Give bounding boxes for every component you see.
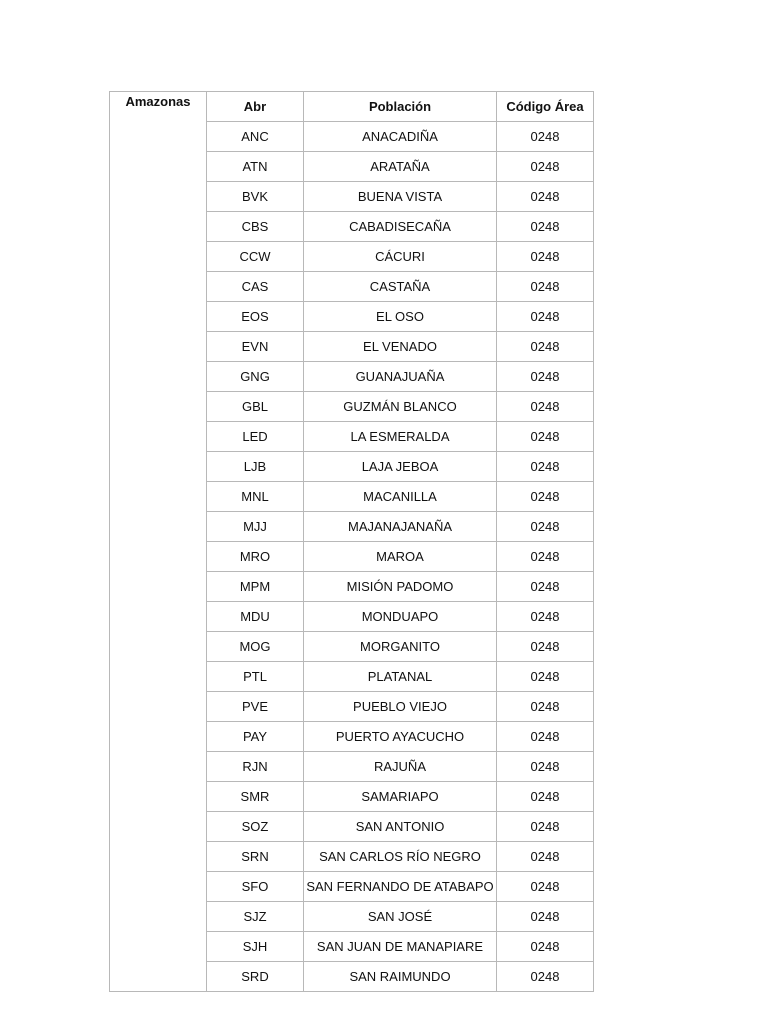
cell-abr: SMR [207,782,304,812]
cell-abr: CAS [207,272,304,302]
cell-abr: MDU [207,602,304,632]
cell-codigo-area: 0248 [497,302,594,332]
cell-poblacion: MORGANITO [304,632,497,662]
cell-abr: MPM [207,572,304,602]
cell-codigo-area: 0248 [497,572,594,602]
cell-abr: MRO [207,542,304,572]
cell-abr: CCW [207,242,304,272]
cell-abr: PAY [207,722,304,752]
cell-codigo-area: 0248 [497,872,594,902]
cell-abr: MJJ [207,512,304,542]
cell-abr: ANC [207,122,304,152]
cell-poblacion: MAROA [304,542,497,572]
cell-poblacion: ANACADIÑA [304,122,497,152]
cell-poblacion: MONDUAPO [304,602,497,632]
state-name-cell: Amazonas [110,92,207,992]
header-codigo-area: Código Área [497,92,594,122]
cell-poblacion: EL VENADO [304,332,497,362]
cell-poblacion: SAN JOSÉ [304,902,497,932]
cell-abr: EVN [207,332,304,362]
cell-codigo-area: 0248 [497,122,594,152]
cell-codigo-area: 0248 [497,692,594,722]
cell-poblacion: MACANILLA [304,482,497,512]
cell-codigo-area: 0248 [497,482,594,512]
cell-poblacion: MISIÓN PADOMO [304,572,497,602]
table-header-row [110,92,594,122]
cell-poblacion: SAN FERNANDO DE ATABAPO [304,872,497,902]
cell-poblacion: PLATANAL [304,662,497,692]
cell-poblacion: MAJANAJANAÑA [304,512,497,542]
cell-codigo-area: 0248 [497,782,594,812]
cell-codigo-area: 0248 [497,842,594,872]
cell-poblacion: CABADISECAÑA [304,212,497,242]
cell-poblacion: GUANAJUAÑA [304,362,497,392]
cell-abr: CBS [207,212,304,242]
cell-codigo-area: 0248 [497,452,594,482]
cell-abr: MNL [207,482,304,512]
cell-poblacion: SAN ANTONIO [304,812,497,842]
cell-abr: PVE [207,692,304,722]
cell-codigo-area: 0248 [497,602,594,632]
cell-abr: SJH [207,932,304,962]
cell-codigo-area: 0248 [497,722,594,752]
cell-abr: SRN [207,842,304,872]
cell-poblacion: ARATAÑA [304,152,497,182]
cell-abr: BVK [207,182,304,212]
cell-abr: SOZ [207,812,304,842]
cell-abr: LJB [207,452,304,482]
cell-codigo-area: 0248 [497,332,594,362]
cell-codigo-area: 0248 [497,392,594,422]
cell-poblacion: SAMARIAPO [304,782,497,812]
cell-abr: MOG [207,632,304,662]
cell-codigo-area: 0248 [497,272,594,302]
cell-abr: SFO [207,872,304,902]
cell-abr: LED [207,422,304,452]
cell-poblacion: SAN CARLOS RÍO NEGRO [304,842,497,872]
cell-abr: GBL [207,392,304,422]
cell-poblacion: PUERTO AYACUCHO [304,722,497,752]
cell-codigo-area: 0248 [497,362,594,392]
cell-abr: RJN [207,752,304,782]
header-abr: Abr [207,92,304,122]
cell-poblacion: PUEBLO VIEJO [304,692,497,722]
cell-abr: SJZ [207,902,304,932]
cell-codigo-area: 0248 [497,212,594,242]
cell-poblacion: SAN JUAN DE MANAPIARE [304,932,497,962]
cell-abr: PTL [207,662,304,692]
cell-poblacion: RAJUÑA [304,752,497,782]
cell-poblacion: BUENA VISTA [304,182,497,212]
cell-abr: ATN [207,152,304,182]
cell-poblacion: LAJA JEBOA [304,452,497,482]
cell-codigo-area: 0248 [497,662,594,692]
cell-poblacion: LA ESMERALDA [304,422,497,452]
area-code-table [109,91,594,992]
cell-codigo-area: 0248 [497,422,594,452]
cell-codigo-area: 0248 [497,962,594,992]
cell-codigo-area: 0248 [497,152,594,182]
cell-codigo-area: 0248 [497,632,594,662]
cell-abr: EOS [207,302,304,332]
cell-codigo-area: 0248 [497,242,594,272]
cell-codigo-area: 0248 [497,812,594,842]
cell-abr: SRD [207,962,304,992]
cell-abr: GNG [207,362,304,392]
table-body [110,92,594,992]
cell-codigo-area: 0248 [497,752,594,782]
cell-poblacion: CASTAÑA [304,272,497,302]
cell-poblacion: EL OSO [304,302,497,332]
cell-poblacion: CÁCURI [304,242,497,272]
header-poblacion: Población [304,92,497,122]
cell-codigo-area: 0248 [497,512,594,542]
cell-poblacion: GUZMÁN BLANCO [304,392,497,422]
cell-codigo-area: 0248 [497,542,594,572]
cell-poblacion: SAN RAIMUNDO [304,962,497,992]
cell-codigo-area: 0248 [497,932,594,962]
cell-codigo-area: 0248 [497,902,594,932]
cell-codigo-area: 0248 [497,182,594,212]
